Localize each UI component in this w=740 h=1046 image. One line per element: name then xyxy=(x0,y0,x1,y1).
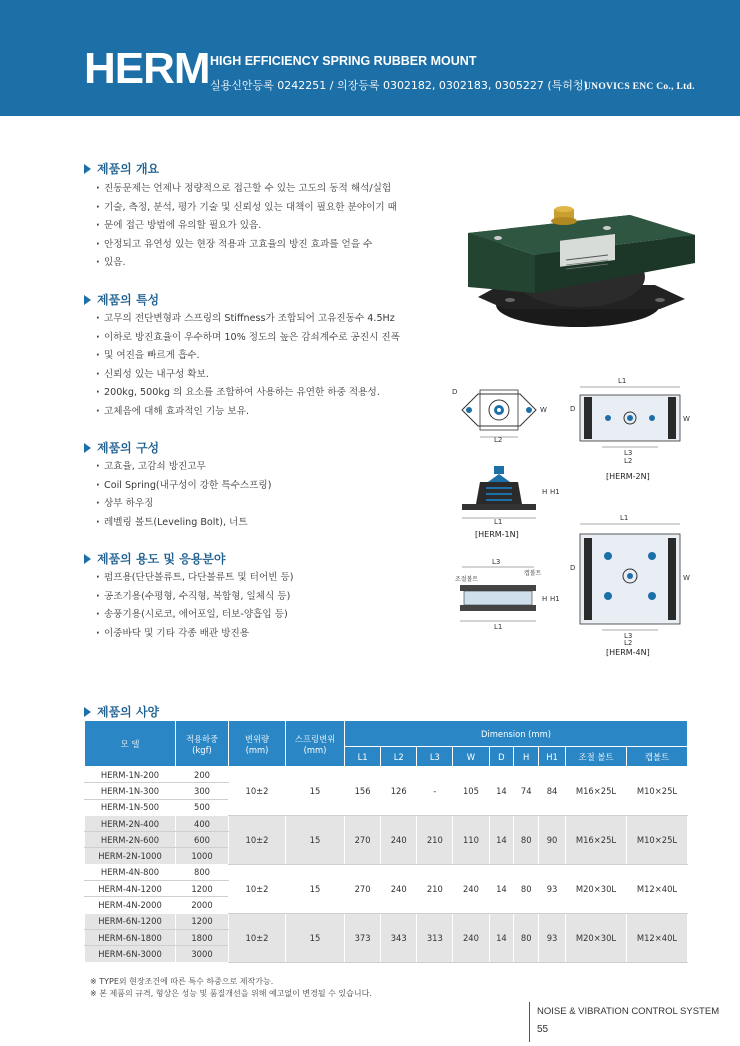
l2-cell: 240 xyxy=(381,864,417,913)
l3-cell: 313 xyxy=(417,913,453,962)
col-disp-label: 변위량 xyxy=(244,733,270,744)
list-item: · 펌프용(단단볼류트, 다단볼류트 및 터어빈 등) xyxy=(96,569,294,588)
h-cell: 80 xyxy=(514,864,539,913)
adjust-cell: M20×30L xyxy=(566,913,627,962)
col-spring xyxy=(286,721,345,767)
l1-cell: 270 xyxy=(345,815,381,864)
spring-cell: 15 xyxy=(286,913,345,962)
col-h: H xyxy=(514,747,539,767)
footer-divider xyxy=(529,1002,530,1042)
col-h1: H1 xyxy=(539,747,566,767)
dimension-label: D xyxy=(452,388,458,396)
list-item: · 고체음에 대해 효과적인 기능 보유. xyxy=(96,403,400,422)
w-cell: 105 xyxy=(453,767,489,816)
col-d: D xyxy=(489,747,514,767)
footer-system: NOISE & VIBRATION CONTROL SYSTEM xyxy=(537,1006,720,1017)
d-cell: 14 xyxy=(489,815,514,864)
model-cell: HERM-6N-1800 xyxy=(85,929,176,945)
w-cell: 240 xyxy=(453,913,489,962)
dimension-label: W xyxy=(540,406,547,414)
list-item: · 및 여진을 빠르게 흡수. xyxy=(96,347,400,366)
load-cell: 2000 xyxy=(176,897,229,913)
herm-section-drawing xyxy=(450,555,560,635)
model-cell: HERM-1N-200 xyxy=(85,767,176,783)
h1-cell: 93 xyxy=(539,864,566,913)
l1-cell: 156 xyxy=(345,767,381,816)
model-cell: HERM-1N-300 xyxy=(85,783,176,799)
model-cell: HERM-4N-2000 xyxy=(85,897,176,913)
triangle-bullet-icon xyxy=(84,707,91,717)
load-cell: 1200 xyxy=(176,881,229,897)
l1-cell: 373 xyxy=(345,913,381,962)
dimension-label: H1 xyxy=(550,595,560,603)
d-cell: 14 xyxy=(489,913,514,962)
col-model: 모 델 xyxy=(85,721,176,767)
h-cell: 80 xyxy=(514,815,539,864)
col-spring-unit: (mm) xyxy=(303,744,327,755)
features-list xyxy=(96,310,400,421)
list-item: · 송풍기용(시로코, 에어포일, 터보-양흡입 등) xyxy=(96,606,294,625)
spec-title: 제품의 사양 xyxy=(97,705,160,719)
model-cell: HERM-6N-3000 xyxy=(85,946,176,962)
dimension-label: D xyxy=(570,564,576,572)
triangle-bullet-icon xyxy=(84,554,91,564)
cap-bolt-label: 캡볼트 xyxy=(524,570,542,577)
model-cell: HERM-2N-400 xyxy=(85,815,176,831)
disp-cell: 10±2 xyxy=(229,913,286,962)
model-cell: HERM-4N-800 xyxy=(85,864,176,880)
herm-4n-drawing xyxy=(568,512,693,657)
adjust-bolt-label: 조절볼트 xyxy=(455,576,479,583)
l3-cell: - xyxy=(417,767,453,816)
dimension-label: L1 xyxy=(618,377,627,385)
herm-1n-side-drawing xyxy=(450,460,560,540)
triangle-bullet-icon xyxy=(84,443,91,453)
cap-cell: M10×25L xyxy=(627,767,688,816)
dimension-label: H xyxy=(542,488,548,496)
cap-cell: M12×40L xyxy=(627,913,688,962)
header-banner xyxy=(0,0,740,116)
triangle-bullet-icon xyxy=(84,164,91,174)
w-cell: 240 xyxy=(453,864,489,913)
l2-cell: 126 xyxy=(381,767,417,816)
list-item: · 고무의 전단변형과 스프링의 Stiffness가 조합되어 고유진동수 4.5Hz xyxy=(96,310,400,329)
l3-cell: 210 xyxy=(417,864,453,913)
composition-heading xyxy=(84,439,159,456)
d-cell: 14 xyxy=(489,864,514,913)
adjust-cell: M16×25L xyxy=(566,767,627,816)
list-item: · 이하로 방진효율이 우수하며 10% 정도의 높은 감쇠계수로 공진시 진폭 xyxy=(96,329,400,348)
h-cell: 74 xyxy=(514,767,539,816)
spec-heading xyxy=(84,703,159,720)
triangle-bullet-icon xyxy=(84,295,91,305)
col-spring-label: 스프링변위 xyxy=(294,733,336,744)
herm-2n-caption: [HERM-2N] xyxy=(606,472,650,481)
applications-heading xyxy=(84,550,225,567)
col-dimension: Dimension (mm) xyxy=(345,721,688,747)
features-title: 제품의 특성 xyxy=(97,293,160,307)
disp-cell: 10±2 xyxy=(229,864,286,913)
cap-cell: M12×40L xyxy=(627,864,688,913)
col-l3: L3 xyxy=(417,747,453,767)
disp-cell: 10±2 xyxy=(229,815,286,864)
company-name: UNOVICS ENC Co., Ltd. xyxy=(584,82,695,92)
adjust-cell: M16×25L xyxy=(566,815,627,864)
model-cell: HERM-4N-1200 xyxy=(85,881,176,897)
col-l2: L2 xyxy=(381,747,417,767)
cap-cell: M10×25L xyxy=(627,815,688,864)
page-number: 55 xyxy=(537,1024,549,1035)
list-item: · 문에 접근 방법에 유의할 필요가 있음. xyxy=(96,217,397,236)
col-w: W xyxy=(453,747,489,767)
col-adjust-bolt: 조절 볼트 xyxy=(566,747,627,767)
applications-title: 제품의 용도 및 응용분야 xyxy=(97,552,226,566)
list-item: · 안정되고 유연성 있는 현장 적용과 고효율의 방진 효과를 얻을 수 xyxy=(96,236,397,255)
col-disp xyxy=(229,721,286,767)
features-heading xyxy=(84,291,159,308)
list-item: · 레벨링 볼트(Leveling Bolt), 너트 xyxy=(96,514,271,533)
list-item: · 이중바닥 및 기타 각종 배관 방진용 xyxy=(96,625,294,644)
herm-1n-top-drawing xyxy=(450,380,550,442)
list-item: · 있음. xyxy=(96,254,397,273)
dimension-label: H1 xyxy=(550,488,560,496)
h-cell: 80 xyxy=(514,913,539,962)
w-cell: 110 xyxy=(453,815,489,864)
dimension-label: L3 xyxy=(624,449,633,457)
load-cell: 3000 xyxy=(176,946,229,962)
dimension-label: L3 xyxy=(492,558,501,566)
list-item: · 진동문제는 언제나 정량적으로 접근할 수 있는 고도의 동적 해석/실험 xyxy=(96,180,397,199)
dimension-label: L1 xyxy=(494,623,503,631)
composition-title: 제품의 구성 xyxy=(97,441,160,455)
list-item: · 기술, 측정, 분석, 평가 기술 및 신뢰성 있는 대책이 필요한 분야이기 때 xyxy=(96,199,397,218)
l2-cell: 240 xyxy=(381,815,417,864)
load-cell: 400 xyxy=(176,815,229,831)
load-cell: 600 xyxy=(176,832,229,848)
model-cell: HERM-1N-500 xyxy=(85,799,176,815)
load-cell: 1800 xyxy=(176,929,229,945)
load-cell: 1200 xyxy=(176,913,229,929)
load-cell: 300 xyxy=(176,783,229,799)
list-item: · 공조기용(수평형, 수직형, 복합형, 일체식 등) xyxy=(96,588,294,607)
spec-table-body xyxy=(85,767,688,963)
dimension-label: L3 xyxy=(624,632,633,640)
dimension-label: L1 xyxy=(620,514,629,522)
spec-table xyxy=(84,720,688,963)
product-photo xyxy=(460,205,700,330)
dimension-label: L2 xyxy=(624,457,633,465)
l1-cell: 270 xyxy=(345,864,381,913)
spring-cell: 15 xyxy=(286,767,345,816)
list-item: · 신뢰성 있는 내구성 확보. xyxy=(96,366,400,385)
d-cell: 14 xyxy=(489,767,514,816)
model-cell: HERM-2N-600 xyxy=(85,832,176,848)
h1-cell: 84 xyxy=(539,767,566,816)
col-load xyxy=(176,721,229,767)
note-line: ※ TYPE외 현장조건에 따른 특수 하중으로 제작가능. xyxy=(90,977,274,986)
col-l1: L1 xyxy=(345,747,381,767)
spring-cell: 15 xyxy=(286,815,345,864)
overview-list xyxy=(96,180,397,273)
dimension-label: W xyxy=(683,415,690,423)
spring-cell: 15 xyxy=(286,864,345,913)
dimension-label: L2 xyxy=(494,436,503,442)
dimension-label: H xyxy=(542,595,548,603)
product-title: HERM xyxy=(84,44,210,93)
spec-notes xyxy=(90,976,372,999)
overview-title: 제품의 개요 xyxy=(97,162,160,176)
load-cell: 1000 xyxy=(176,848,229,864)
list-item: · 상부 하우징 xyxy=(96,495,271,514)
dimension-label: L2 xyxy=(624,639,633,647)
col-load-label: 적용하중 xyxy=(185,733,219,744)
patent-numbers: 실용신안등록 0242251 / 의장등록 0302182, 0302183, 0305227 (특허청) xyxy=(210,79,588,92)
load-cell: 800 xyxy=(176,864,229,880)
table-row xyxy=(85,913,688,929)
col-load-unit: (kgf) xyxy=(192,744,212,755)
adjust-cell: M20×30L xyxy=(566,864,627,913)
col-disp-unit: (mm) xyxy=(245,744,269,755)
model-cell: HERM-6N-1200 xyxy=(85,913,176,929)
overview-heading xyxy=(84,160,159,177)
table-row xyxy=(85,864,688,880)
composition-list xyxy=(96,458,271,532)
herm-1n-caption: [HERM-1N] xyxy=(475,530,519,539)
list-item: · 고효율, 고감쇠 방진고무 xyxy=(96,458,271,477)
list-item: · Coil Spring(내구성이 강한 특수스프링) xyxy=(96,477,271,496)
load-cell: 500 xyxy=(176,799,229,815)
dimension-label: L1 xyxy=(494,518,503,526)
table-row xyxy=(85,767,688,783)
model-cell: HERM-2N-1000 xyxy=(85,848,176,864)
note-line: ※ 본 제품의 규격, 형상은 성능 및 품질개선을 위해 예고없이 변경될 수 있습니다. xyxy=(90,988,372,998)
l3-cell: 210 xyxy=(417,815,453,864)
disp-cell: 10±2 xyxy=(229,767,286,816)
product-subtitle: HIGH EFFICIENCY SPRING RUBBER MOUNT xyxy=(210,54,477,68)
h1-cell: 93 xyxy=(539,913,566,962)
herm-2n-drawing xyxy=(568,375,693,485)
dimension-label: W xyxy=(683,574,690,582)
applications-list xyxy=(96,569,294,643)
col-cap-bolt: 캡볼트 xyxy=(627,747,688,767)
table-row xyxy=(85,815,688,831)
l2-cell: 343 xyxy=(381,913,417,962)
list-item: · 200kg, 500kg 의 요소를 조합하여 사용하는 유연한 하중 적용성. xyxy=(96,384,400,403)
h1-cell: 90 xyxy=(539,815,566,864)
dimension-label: D xyxy=(570,405,576,413)
load-cell: 200 xyxy=(176,767,229,783)
herm-4n-caption: [HERM-4N] xyxy=(606,648,650,657)
